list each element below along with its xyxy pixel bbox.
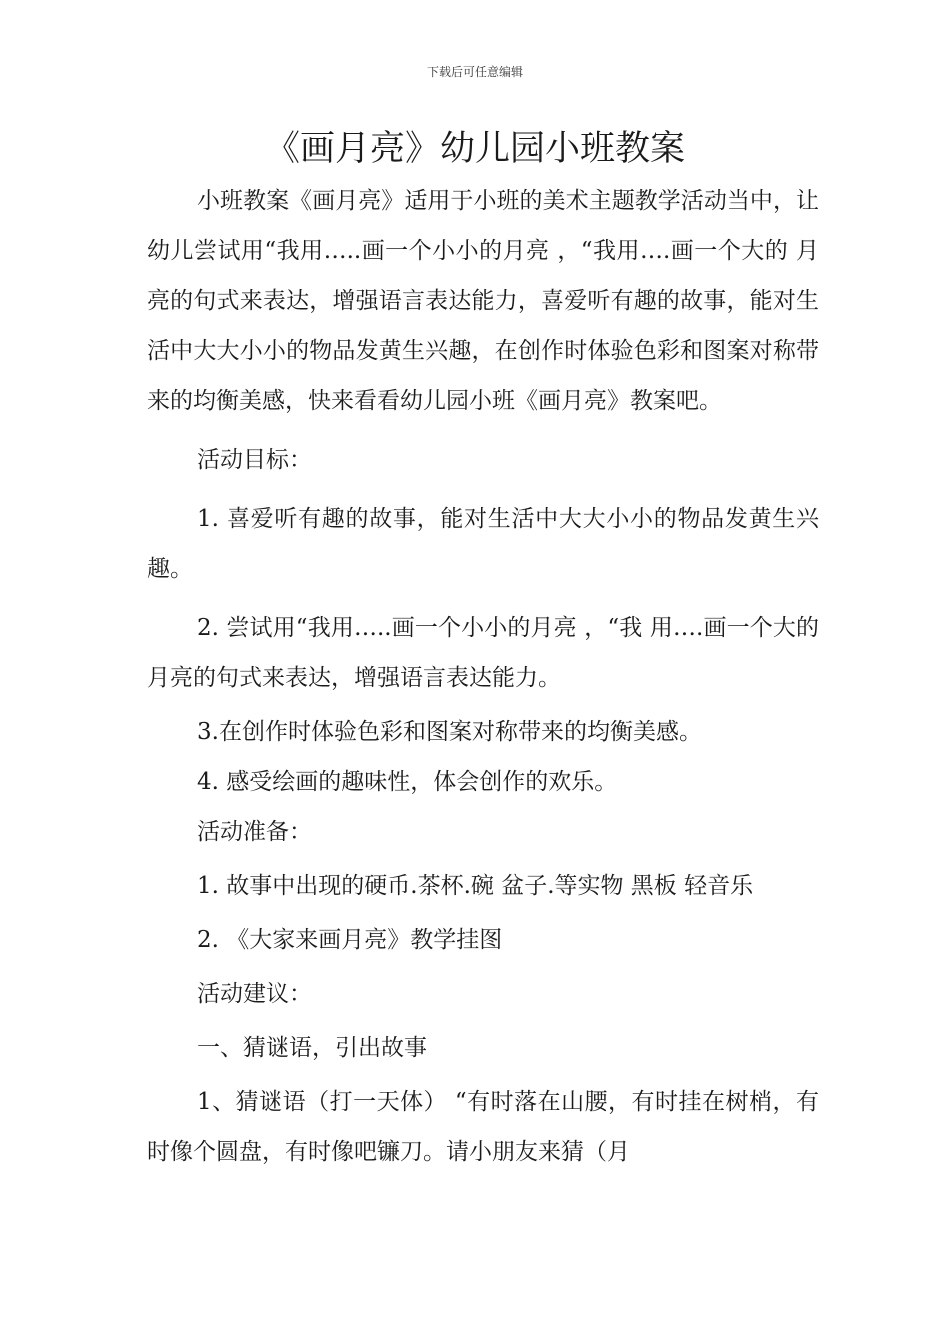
preparation-item-2: 2. 《大家来画月亮》教学挂图 [197,927,503,953]
section-heading-suggestions: 活动建议： [197,981,312,1007]
step-item-riddle: 1、猜谜语（打一天体） “有时落在山腰，有时挂在树梢，有时像个圆盘，有时像吧镰刀。请小朋友来猜（月 [147,1089,819,1165]
section-heading-preparation: 活动准备： [197,819,312,845]
goal-item-3: 3.在创作时体验色彩和图案对称带来的均衡美感。 [197,719,702,745]
goal-item-2: 2. 尝试用“我用…..画一个小小的月亮 ，“我 用….画一个大的 月亮的句式来表达，增强语言表达能力。 [147,615,819,691]
step-heading-riddle: 一、猜谜语，引出故事 [197,1035,427,1061]
goal-item-4: 4. 感受绘画的趣味性，体会创作的欢乐。 [197,769,618,795]
preparation-item-1: 1. 故事中出现的硬币.茶杯.碗 盆子.等实物 黑板 轻音乐 [197,873,754,899]
document-title: 《画月亮》幼儿园小班教案 [264,129,685,169]
page-header-note: 下载后可任意编辑 [426,65,523,79]
intro-paragraph: 小班教案《画月亮》适用于小班的美术主题教学活动当中，让幼儿尝试用“我用…..画一个小小的月亮 ，“我用….画一个大的 月亮的句式来表达，增强语言表达能力，喜爱听有趣的故事，能对生活中大大小小的物品发黄生兴趣，在创作时体验色彩和图案对称带来的均衡美感，快来看看幼儿园小班《画月亮》教案吧。 [147,188,819,414]
document-body [147,176,819,1177]
section-heading-goals: 活动目标： [197,447,312,473]
goal-item-1: 1. 喜爱听有趣的故事，能对生活中大大小小的物品发黄生兴趣。 [147,506,819,582]
